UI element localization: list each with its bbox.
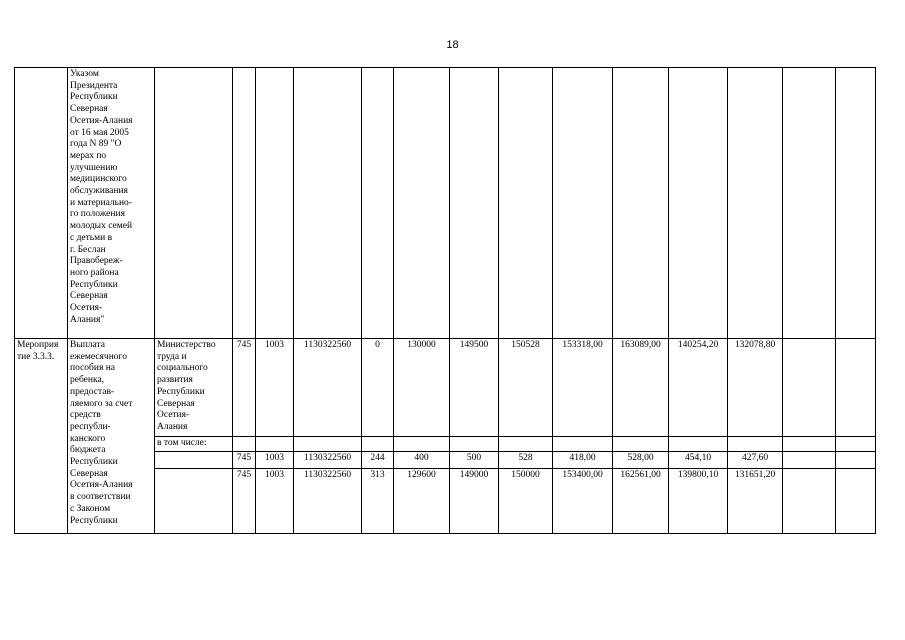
cell <box>836 339 876 437</box>
cell <box>836 469 876 534</box>
description-cell: Указом Президента Республики Северная Осетия-Алания от 16 мая 2005 года N 89 "О мерах по улучшению медицинского обслуживания и материально- го положения молодых семей с детьми в г. Беслан Правобереж- ного района Республики Северная Осетия- Алания" <box>68 68 155 339</box>
executor-cell <box>155 68 233 339</box>
cell: 1003 <box>256 469 294 534</box>
cell <box>553 437 613 452</box>
measure-cell: Мероприя тие 3.3.3. <box>15 339 68 534</box>
cell <box>783 469 836 534</box>
cell <box>394 68 450 339</box>
executor-cell: Министерство труда и социального развития Республики Северная Осетия- Алания <box>155 339 233 437</box>
cell: 131651,20 <box>728 469 783 534</box>
cell: 313 <box>362 469 394 534</box>
cell <box>836 437 876 452</box>
cell: 1130322560 <box>294 469 362 534</box>
cell: 1003 <box>256 452 294 469</box>
cell <box>450 437 499 452</box>
cell <box>836 68 876 339</box>
cell: 153318,00 <box>553 339 613 437</box>
cell <box>836 452 876 469</box>
cell: 745 <box>233 452 256 469</box>
measure-cell <box>15 68 68 339</box>
cell: 140254,20 <box>669 339 728 437</box>
table-row <box>15 339 876 437</box>
cell: 1130322560 <box>294 452 362 469</box>
cell: 528,00 <box>613 452 669 469</box>
cell <box>669 437 728 452</box>
cell <box>728 68 783 339</box>
cell: 163089,00 <box>613 339 669 437</box>
cell <box>394 437 450 452</box>
executor-cell: в том числе: <box>155 437 233 452</box>
cell: 244 <box>362 452 394 469</box>
cell <box>499 68 553 339</box>
cell <box>783 68 836 339</box>
cell: 745 <box>233 469 256 534</box>
cell <box>362 437 394 452</box>
cell <box>553 68 613 339</box>
page-number: 18 <box>446 39 459 51</box>
cell: 454,10 <box>669 452 728 469</box>
cell <box>728 437 783 452</box>
cell <box>783 339 836 437</box>
cell <box>362 68 394 339</box>
cell: 0 <box>362 339 394 437</box>
cell: 162561,00 <box>613 469 669 534</box>
description-cell: Выплата ежемесячного пособия на ребенка, предостав- ляемого за счет средств республи- канского бюджета Республики Северная Осетия-Алания в соответствии с Законом Республики <box>68 339 155 534</box>
cell <box>669 68 728 339</box>
cell <box>256 437 294 452</box>
cell: 418,00 <box>553 452 613 469</box>
cell: 153400,00 <box>553 469 613 534</box>
cell: 149500 <box>450 339 499 437</box>
cell <box>256 68 294 339</box>
executor-cell <box>155 452 233 469</box>
cell <box>233 68 256 339</box>
cell: 132078,80 <box>728 339 783 437</box>
executor-cell <box>155 469 233 534</box>
cell: 400 <box>394 452 450 469</box>
cell: 129600 <box>394 469 450 534</box>
cell: 745 <box>233 339 256 437</box>
cell: 130000 <box>394 339 450 437</box>
cell: 1130322560 <box>294 339 362 437</box>
cell <box>294 68 362 339</box>
cell <box>613 68 669 339</box>
cell <box>783 437 836 452</box>
budget-table <box>14 67 876 534</box>
cell: 150000 <box>499 469 553 534</box>
cell: 528 <box>499 452 553 469</box>
table-row <box>15 68 876 339</box>
cell: 500 <box>450 452 499 469</box>
cell <box>783 452 836 469</box>
cell <box>613 437 669 452</box>
cell: 139800,10 <box>669 469 728 534</box>
cell: 1003 <box>256 339 294 437</box>
cell <box>499 437 553 452</box>
cell <box>233 437 256 452</box>
cell: 150528 <box>499 339 553 437</box>
cell <box>450 68 499 339</box>
cell <box>294 437 362 452</box>
cell: 149000 <box>450 469 499 534</box>
cell: 427,60 <box>728 452 783 469</box>
